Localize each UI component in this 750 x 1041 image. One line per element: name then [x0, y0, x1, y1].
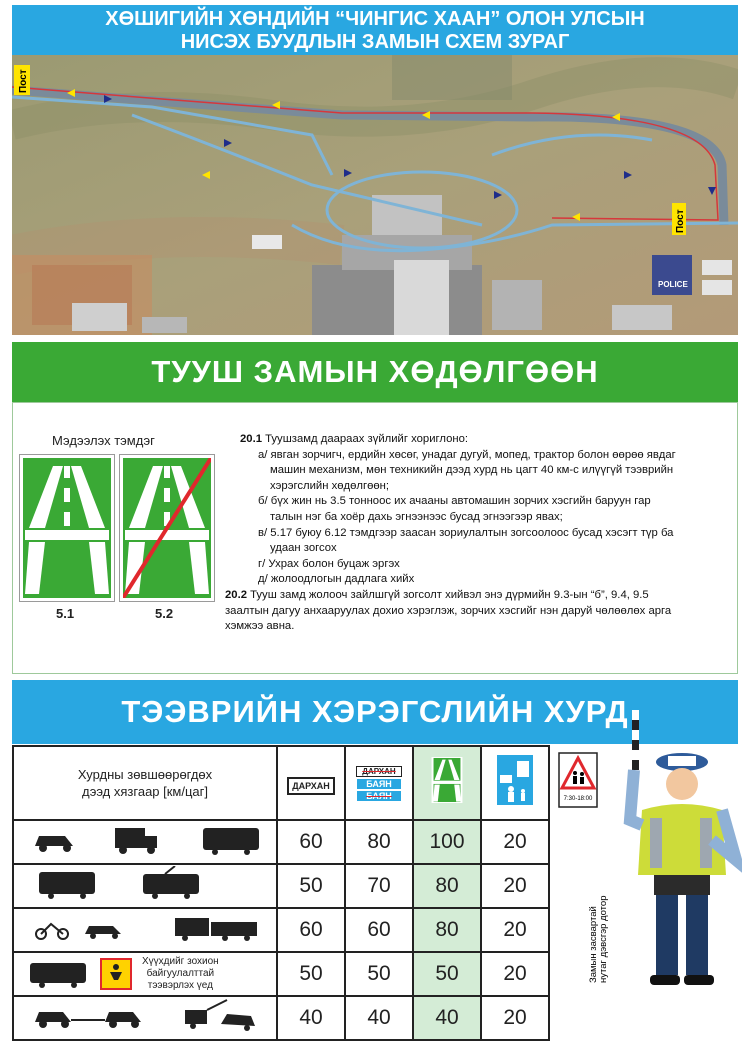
rule-20-2-line3: хэмжээ авна.: [225, 620, 295, 633]
post-label-right: Пост: [675, 209, 686, 233]
speed-header-row: [13, 746, 607, 820]
rules-text: [225, 432, 740, 635]
school-zone-hours: 7:30-18:00: [563, 796, 593, 802]
row1-residential: 20: [481, 820, 549, 864]
sign-caption-2: 5.2: [155, 606, 174, 621]
bayan-crossed-sign: БАЯН: [357, 791, 401, 801]
vehicle-icons-moto: [13, 908, 277, 952]
car-truck-bus-icon: [25, 822, 265, 856]
rule-b-line2: талын нэг ба хоёр дахь эгнээнээс бусад эгнээгээр явах;: [270, 510, 563, 523]
rule-a-line2: машин механизм, мөн техникийн дээд хурд нь цагт 40 км-с илүүгүй тээврийн: [270, 464, 674, 477]
rule-a-line1: а/ явган зорчигч, ердийн хөсөг, унадаг дугуй, мопед, трактор болон өөрөө явдаг: [258, 448, 676, 461]
children-note: Хүүхдийг зохион байгуулалттай тээвэрлэх үед: [142, 956, 219, 991]
speed-row: [13, 820, 607, 864]
residential-zone-icon: [497, 755, 533, 805]
rule-a-line3: хэрэгслийн хөдөлгөөн;: [270, 479, 390, 492]
row1-bayan: 80: [345, 820, 413, 864]
children-sign-icon: [100, 958, 132, 990]
rule-b-line1: б/ бүх жин нь 3.5 тонноос их ачааны автомашин зорчих хэсгийн баруун гар: [258, 495, 651, 508]
school-sign-cell: [549, 746, 607, 820]
row3-motorway: 80: [413, 908, 481, 952]
rule-20-2: 20.2 Тууш замд жолооч зайлшгүй зогсолт хийвэл энэ дүрмийн 9.3-ын “б”, 9.4, 9.5: [225, 588, 649, 601]
speed-header-label: Хурдны зөвшөөрөгдөх дээд хязгаар [км/цаг]: [13, 746, 277, 820]
traffic-police-illustration: [612, 700, 742, 1000]
rule-d: г/ Ухрах болон буцаж эргэх: [258, 557, 400, 570]
map-image: [12, 55, 738, 335]
row2-residential: 20: [481, 864, 549, 908]
vehicle-icons-buses: [13, 864, 277, 908]
road-work-note: [588, 835, 608, 985]
row4-residential: 20: [481, 952, 549, 996]
row5-residential: 20: [481, 996, 549, 1040]
vehicle-icons-towing: [13, 996, 277, 1040]
motorway-sign-cell: [413, 746, 481, 820]
row5-darkhan: 40: [277, 996, 345, 1040]
airport-route-map: [12, 55, 738, 335]
speed-title: ТЭЭВРИЙН ХЭРЭГСЛИЙН ХУРД: [12, 680, 738, 744]
police-label: POLICE: [658, 280, 688, 289]
expressway-title: ТУУШ ЗАМЫН ХӨДӨЛГӨӨН: [12, 342, 738, 402]
sign-caption-1: 5.1: [56, 606, 75, 621]
row3-bayan: 60: [345, 908, 413, 952]
row2-darkhan: 50: [277, 864, 345, 908]
row2-bayan: 70: [345, 864, 413, 908]
post-label-left: Пост: [18, 69, 29, 93]
row5-bayan: 40: [345, 996, 413, 1040]
speed-table: [12, 745, 608, 1041]
motorway-icon: [23, 458, 111, 598]
bus-icon: [28, 959, 90, 989]
vehicle-icons-children: [13, 952, 277, 996]
side-note-line1: Замын засвартай: [588, 906, 599, 983]
speed-row: [13, 952, 607, 996]
bayan-sign: БАЯН: [357, 779, 401, 789]
row4-motorway: 50: [413, 952, 481, 996]
vehicle-icons-cars: [13, 820, 277, 864]
police-officer-icon: [612, 700, 742, 1000]
row5-motorway: 40: [413, 996, 481, 1040]
speed-row: [13, 996, 607, 1040]
row3-residential: 20: [481, 908, 549, 952]
bus-trolleybus-icon: [25, 866, 265, 900]
header-line-2: НИСЭХ БУУДЛЫН ЗАМЫН СХЕМ ЗУРАГ: [180, 31, 570, 53]
speed-row: [13, 864, 607, 908]
signs-label: Мэдээлэх тэмдэг: [52, 433, 155, 448]
towing-icon: [25, 998, 265, 1032]
darkhan-sign: ДАРХАН: [287, 777, 335, 795]
row4-bayan: 50: [345, 952, 413, 996]
end-motorway-sign: [120, 455, 214, 601]
bayan-sign-cell: [345, 746, 413, 820]
row1-motorway: 100: [413, 820, 481, 864]
header-line-1: ХӨШИГИЙН ХӨНДИЙН “ЧИНГИС ХААН” ОЛОН УЛСЫН: [105, 8, 645, 30]
rule-20-2-line2: заалтын дагуу анхааруулах дохио хэрэглэж, зорчих хэсгийг нэн даруй чөлөөлөх арга: [225, 604, 672, 617]
rule-c-line1: в/ 5.17 буюу 6.12 тэмдгээр заасан зориулалтын зогсоолоос бусад хэсэгт түр ба: [258, 526, 674, 539]
row2-motorway: 80: [413, 864, 481, 908]
row4-darkhan: 50: [277, 952, 345, 996]
motorway-small-icon: [430, 757, 464, 803]
residential-sign-cell: [481, 746, 549, 820]
rule-e: д/ жолоодлогын дадлага хийх: [258, 573, 415, 586]
darkhan-crossed-sign: ДАРХАН: [356, 766, 402, 777]
rule-c-line2: удаан зогсох: [270, 542, 337, 555]
rule-20-1: 20.1 Туушзамд даараах зүйлийг хориглоно:: [240, 433, 469, 445]
row1-darkhan: 60: [277, 820, 345, 864]
speed-row: [13, 908, 607, 952]
moto-car-trailer-icon: [25, 910, 265, 944]
school-zone-icon: [558, 752, 598, 808]
row3-darkhan: 60: [277, 908, 345, 952]
darkhan-sign-cell: [277, 746, 345, 820]
motorway-sign: [20, 455, 114, 601]
map-header: [12, 5, 738, 55]
side-note-line2: нутаг дэвсгэр дотор: [598, 895, 608, 983]
end-motorway-icon: [123, 458, 211, 598]
